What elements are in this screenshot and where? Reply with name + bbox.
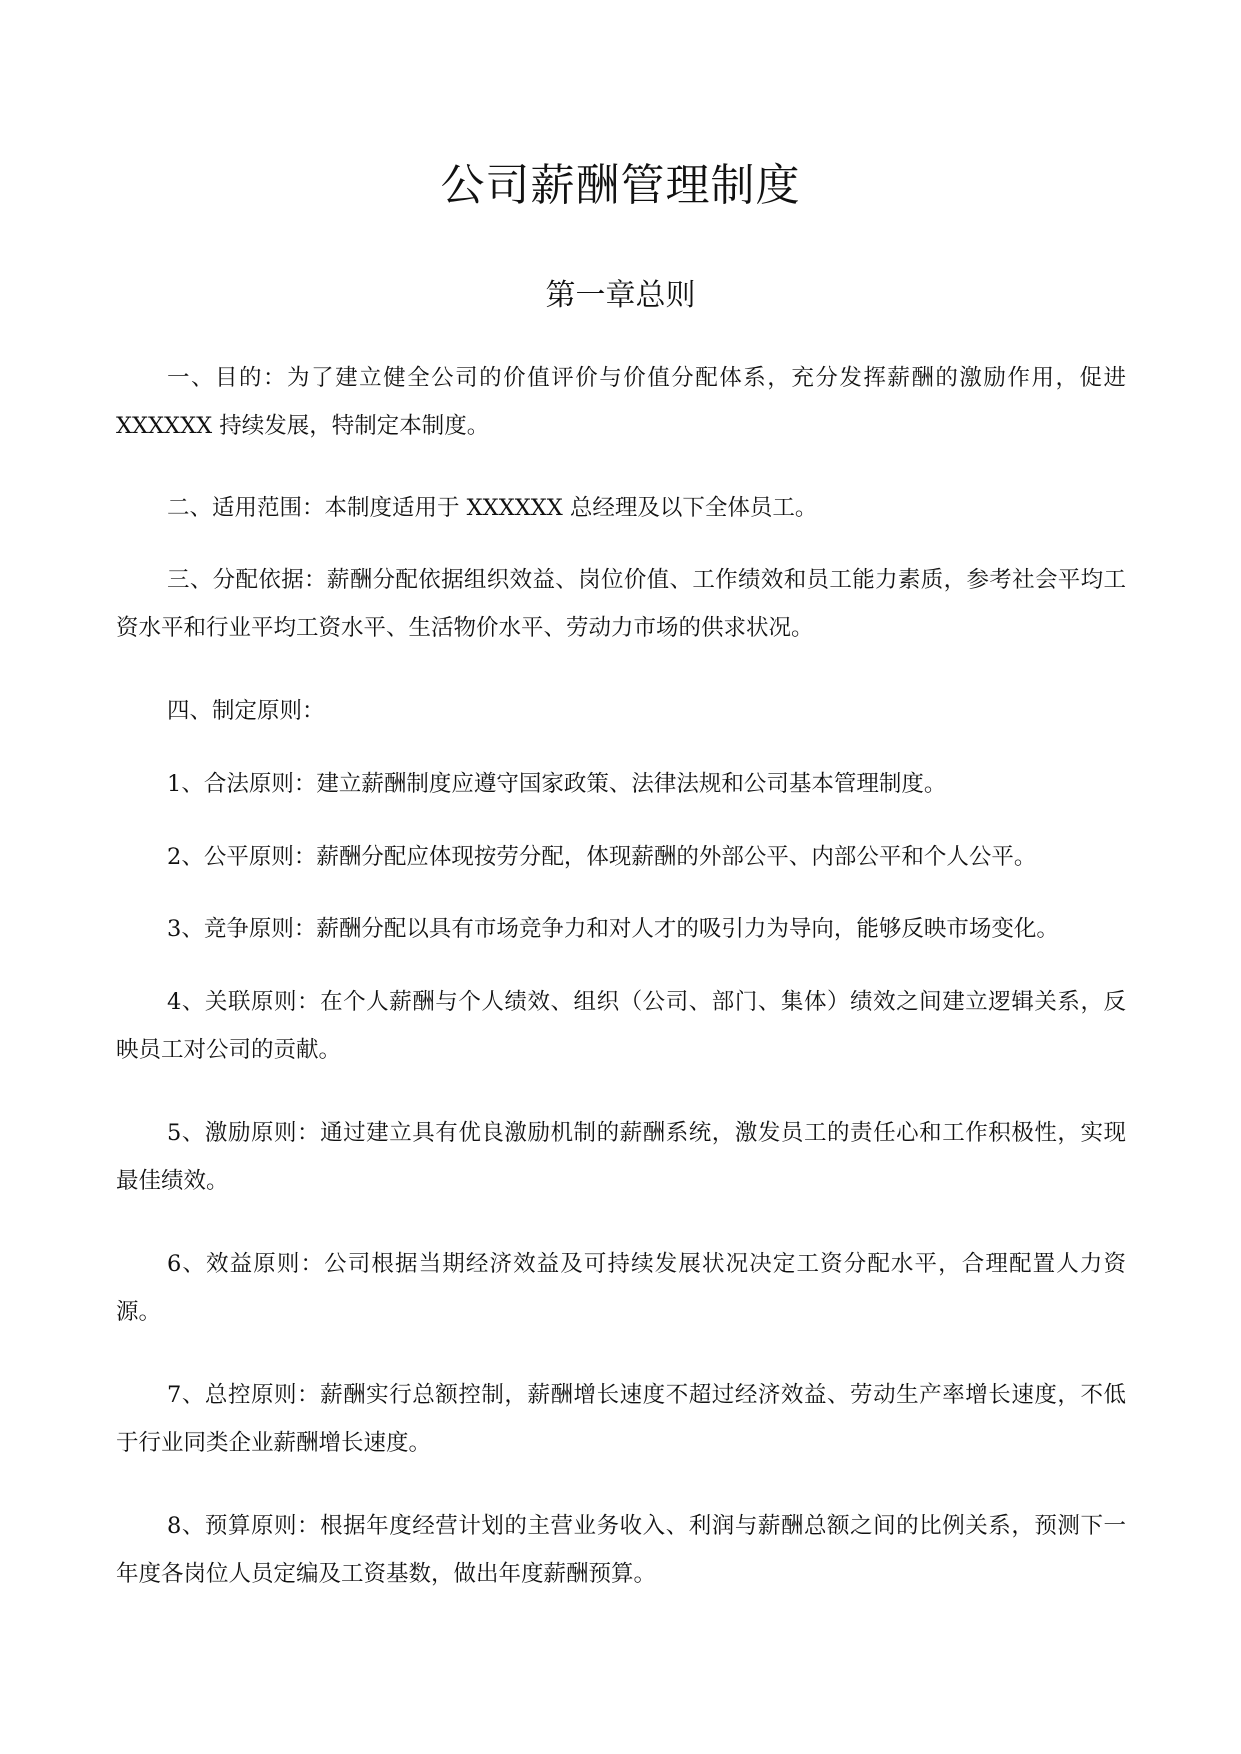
paragraph-principle-benefit: 6、效益原则：公司根据当期经济效益及可持续发展状况决定工资分配水平，合理配置人力资源。 <box>116 1251 1126 1325</box>
paragraph-purpose: 一、目的：为了建立健全公司的价值评价与价值分配体系，充分发挥薪酬的激励作用，促进 XXXXXX 持续发展，特制定本制度。 <box>116 365 1126 439</box>
paragraph-principle-incentive: 5、激励原则：通过建立具有优良激励机制的薪酬系统，激发员工的责任心和工作积极性，实现最佳绩效。 <box>116 1120 1126 1194</box>
paragraph-principle-correlation: 4、关联原则：在个人薪酬与个人绩效、组织（公司、部门、集体）绩效之间建立逻辑关系，反映员工对公司的贡献。 <box>116 989 1126 1063</box>
paragraph-principles-heading: 四、制定原则： <box>167 698 325 724</box>
chapter-heading: 第一章总则 <box>545 278 696 313</box>
paragraph-principle-fairness: 2、公平原则：薪酬分配应体现按劳分配，体现薪酬的外部公平、内部公平和个人公平。 <box>167 844 1037 870</box>
document-title: 公司薪酬管理制度 <box>440 160 801 211</box>
paragraph-principle-budget: 8、预算原则：根据年度经营计划的主营业务收入、利润与薪酬总额之间的比例关系，预测下一年度各岗位人员定编及工资基数，做出年度薪酬预算。 <box>116 1513 1126 1587</box>
paragraph-scope: 二、适用范围：本制度适用于 XXXXXX 总经理及以下全体员工。 <box>167 495 818 521</box>
paragraph-principle-legal: 1、合法原则：建立薪酬制度应遵守国家政策、法律法规和公司基本管理制度。 <box>167 771 947 797</box>
paragraph-principle-total-control: 7、总控原则：薪酬实行总额控制，薪酬增长速度不超过经济效益、劳动生产率增长速度，不低于行业同类企业薪酬增长速度。 <box>116 1382 1126 1456</box>
paragraph-principle-competition: 3、竞争原则：薪酬分配以具有市场竞争力和对人才的吸引力为导向，能够反映市场变化。 <box>167 916 1059 942</box>
paragraph-basis: 三、分配依据：薪酬分配依据组织效益、岗位价值、工作绩效和员工能力素质，参考社会平均工资水平和行业平均工资水平、生活物价水平、劳动力市场的供求状况。 <box>116 567 1126 641</box>
